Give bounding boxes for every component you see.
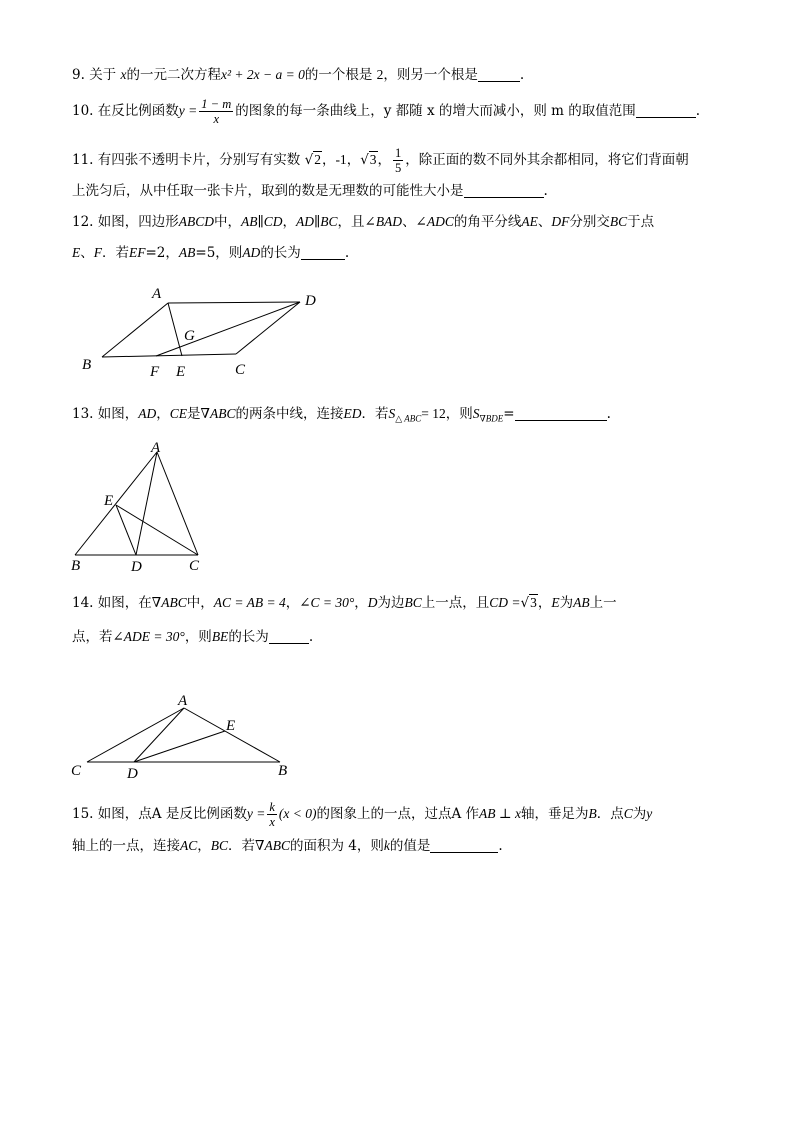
q15-text-4: ．点 [596,806,624,822]
q15-function-y: y = [246,806,266,821]
q13-area-bde: S [472,406,480,421]
fig13-label-c: C [189,558,200,574]
q14-condition-2: ∠C = 30° [299,595,355,610]
q11-sqrt2-radicand: 2 [314,152,321,167]
q14-ab: AB [573,595,590,610]
q13-area-value: = 12 [421,406,446,421]
fig14-label-e: E [226,718,236,734]
q14-sqrt3-radicand: 3 [530,595,537,610]
q12-number: 12. [72,214,94,230]
q14-text-3: 为边 [377,595,405,611]
q15-fraction-numerator: k [269,800,275,814]
question-12-line-2 [72,244,349,262]
q11-fraction-denominator: 5 [395,161,402,175]
q12-sep: ， [282,214,297,230]
q14-bc: BC [404,595,422,610]
q12-answer-blank[interactable] [301,245,345,260]
q14-cd: CD = [489,595,521,610]
q13-text-3: 的两条中线，连接 [235,406,344,422]
q11-number: 11. [72,152,94,168]
fig12-edge-ad [168,302,300,303]
q11-text-3: 上洗匀后，从中任取一张卡片，取到的数是无理数的可能性大小是 [72,183,464,199]
fig13-edge-ac [157,452,198,555]
q12-quad: ABCD [178,214,215,229]
q13-ce: CE [169,406,188,421]
q14-text-2: 中， [186,595,214,611]
fig12-label-f: F [150,364,160,380]
q15-number: 15. [72,806,94,822]
q15-y-axis-var: y [646,806,653,821]
fig13-label-a: A [151,440,161,456]
q12-text-7: 分别交 [569,214,610,230]
q9-equation: x² + 2x − a = 0 [220,67,305,82]
q15-answer-blank[interactable] [430,838,498,853]
q11-card-sqrt3: √3 [360,152,377,168]
q13-triangle: ∇ABC [200,406,236,421]
q9-text: 关于 [89,67,117,83]
q10-fraction [199,97,233,126]
fig14-label-b: B [278,763,288,779]
question-11 [72,146,689,175]
q14-sqrt3: √3 [520,595,537,611]
question-12 [72,213,654,231]
q9-answer-blank[interactable] [478,67,520,82]
q14-text-5: 为 [559,595,574,611]
q11-sep-1: ， [321,152,336,168]
q15-text-8: 的面积为 4，则 [289,838,384,854]
q12-text-5: 的角平分线 [453,214,522,230]
q9-period: . [519,67,525,83]
q14-sep-3: ， [537,595,552,611]
q12-ae: AE [521,214,538,229]
q10-number: 10. [72,103,94,119]
q13-equals: = [503,406,515,422]
q15-text-9: 的值是 [389,838,431,854]
fig12-bisector-ae [168,303,182,356]
q15-triangle: ∇ABC [255,838,290,853]
q12-angle-1: BAD [375,214,403,229]
q9-number: 9. [72,67,85,83]
q15-text-6: 轴上的一点，连接 [72,838,180,854]
q12-ab: AB [178,245,196,260]
q11-sep-3: ， [377,152,392,168]
q12-point-e: E [72,245,81,260]
q14-be: BE [211,629,229,644]
q9-text-3: 的一个根是 [304,67,373,83]
fig14-label-c: C [71,763,82,779]
q14-text-4: 上一点，且 [421,595,490,611]
q13-text-2: 是 [187,406,201,422]
fig12-label-d: D [305,293,316,309]
q15-text-7: ．若 [228,838,256,854]
q13-text-4: ．若 [361,406,389,422]
q12-text-9: ．若 [102,245,129,261]
fig13-segment-ed [116,505,136,555]
q15-fraction-denominator: x [269,815,275,829]
q11-card-fraction [393,146,403,175]
q10-answer-blank[interactable] [636,103,696,118]
question-14 [72,594,617,612]
q10-fraction-numerator: 1 − m [201,97,232,111]
q12-sep-2: 、 [80,245,94,261]
q15-text-3: 轴，垂足为 [520,806,589,822]
q15-point-b: B [588,806,597,821]
q9-root: 2 [376,67,384,82]
fig14-edge-ca [87,708,184,762]
q11-text-2: ，除正面的数不同外其余都相同，将它们背面朝 [405,152,689,168]
fig12-bisector-df [156,302,300,356]
q12-ef: EF [129,245,146,260]
fig13-label-e: E [104,493,114,509]
fig13-label-d: D [131,559,142,575]
question-11-line-2 [72,182,548,200]
q13-area-abc-sub: △ ABC [395,413,422,424]
q15-period: . [498,838,503,854]
q12-df: DF [551,214,570,229]
q12-angle-2: ADC [426,214,454,229]
q12-text-4: 、∠ [402,214,427,230]
fig14-segment-ad [134,708,184,762]
q14-text-6: 上一 [589,595,617,611]
q14-number: 14. [72,595,94,611]
fig12-edge-dc [236,302,300,354]
fig13-median-ad [136,452,157,555]
fig13-median-ce [116,505,198,555]
q13-text: 如图， [97,406,139,422]
question-14-line-2 [72,628,313,646]
q10-period: . [695,103,701,119]
q11-fraction-numerator: 1 [395,146,402,160]
q13-area-bde-sub: ∇BDE [479,413,504,424]
q11-answer-blank[interactable] [464,183,544,198]
q11-text: 有四张不透明卡片，分别写有实数 [97,152,301,168]
q14-text-9: 的长为 [228,629,269,645]
q15-text-2: 的图象上的一点，过点A 作 [316,806,480,822]
q13-area-abc: S [388,406,396,421]
q12-bc: BC [609,214,628,229]
q9-text-4: ，则另一个根是 [383,67,478,83]
fig12-label-a: A [152,286,162,302]
q12-point-f: F [93,245,102,260]
q12-text-8: 于点 [627,214,655,230]
q11-period: . [543,183,548,199]
q9-variable: x [120,67,127,82]
q15-ac: AC [180,838,198,853]
q15-point-c: C [623,806,633,821]
q14-sep-2: ， [354,595,368,611]
q13-ed: ED [343,406,362,421]
q15-k: k [383,838,390,853]
q11-sqrt3-radicand: 3 [369,152,377,167]
fig14-label-d: D [127,766,138,782]
fig12-edge-ba [102,303,168,357]
q12-ab-value: =5，则 [195,245,243,261]
q13-answer-blank[interactable] [515,406,607,421]
q13-text-5: ，则 [445,406,473,422]
q15-domain: (x < 0) [278,806,317,821]
fig12-label-c: C [235,362,246,378]
fig14-label-a: A [178,693,188,709]
q14-answer-blank[interactable] [269,629,309,644]
q15-bc: BC [210,838,229,853]
q15-text: 如图，点A 是反比例函数 [97,806,247,822]
q11-card-sqrt2: √2 [304,152,321,168]
fig13-label-b: B [71,558,81,574]
fig12-label-b: B [82,357,92,373]
q10-function-y: y = [178,103,198,118]
q14-triangle: ∇ABC [151,595,187,610]
q14-angle: ∠ADE = 30° [112,629,185,644]
q10-fraction-denominator: x [213,112,220,126]
q14-point-e: E [551,595,560,610]
q12-text-10: 的长为 [260,245,301,261]
q15-sep: ， [197,838,211,854]
question-10 [72,97,700,126]
q13-period: . [606,406,611,422]
question-15-line-2 [72,837,503,855]
q14-sep-1: ， [285,595,300,611]
q11-card-neg1: -1 [335,152,347,167]
question-13 [72,405,611,428]
q12-text-6: 、 [537,214,552,230]
q13-sep: ， [156,406,170,422]
q12-text-2: 中， [214,214,242,230]
q12-text-3: ，且∠ [337,214,376,230]
q9-text-2: 的一元二次方程 [126,67,221,83]
q15-text-5: 为 [632,806,647,822]
question-15 [72,800,652,829]
fig14-edge-ab [184,708,280,762]
fig14-segment-de [134,731,225,762]
q12-period: . [344,245,350,261]
q14-text-8: ，则 [184,629,212,645]
fig13-edge-ba [75,452,157,555]
q11-sep-2: ， [346,152,361,168]
q12-parallel-1: AB∥CD [241,214,283,229]
q12-ef-value: =2， [145,245,179,261]
q10-text: 在反比例函数 [97,103,179,119]
q14-period: . [308,629,314,645]
q10-text-2: 的图象的每一条曲线上，y 都随 x 的增大而减小，则 m 的取值范围 [235,103,636,119]
fig12-label-e: E [176,364,186,380]
q13-number: 13. [72,406,94,422]
q12-ad: AD [242,245,261,260]
fig12-edge-bc [102,354,236,357]
q14-text: 如图，在 [97,595,152,611]
q12-parallel-2: AD∥BC [296,214,338,229]
fig12-label-g: G [184,328,195,344]
question-9 [72,66,524,84]
q15-perpendicular: AB ⊥ x [479,806,521,821]
q13-ad: AD [138,406,157,421]
q14-text-7: 点，若 [72,629,113,645]
q12-text: 如图，四边形 [97,214,179,230]
q14-point-d: D [367,595,378,610]
q15-fraction [267,800,277,829]
q14-condition-1: AC = AB = 4 [213,595,286,610]
